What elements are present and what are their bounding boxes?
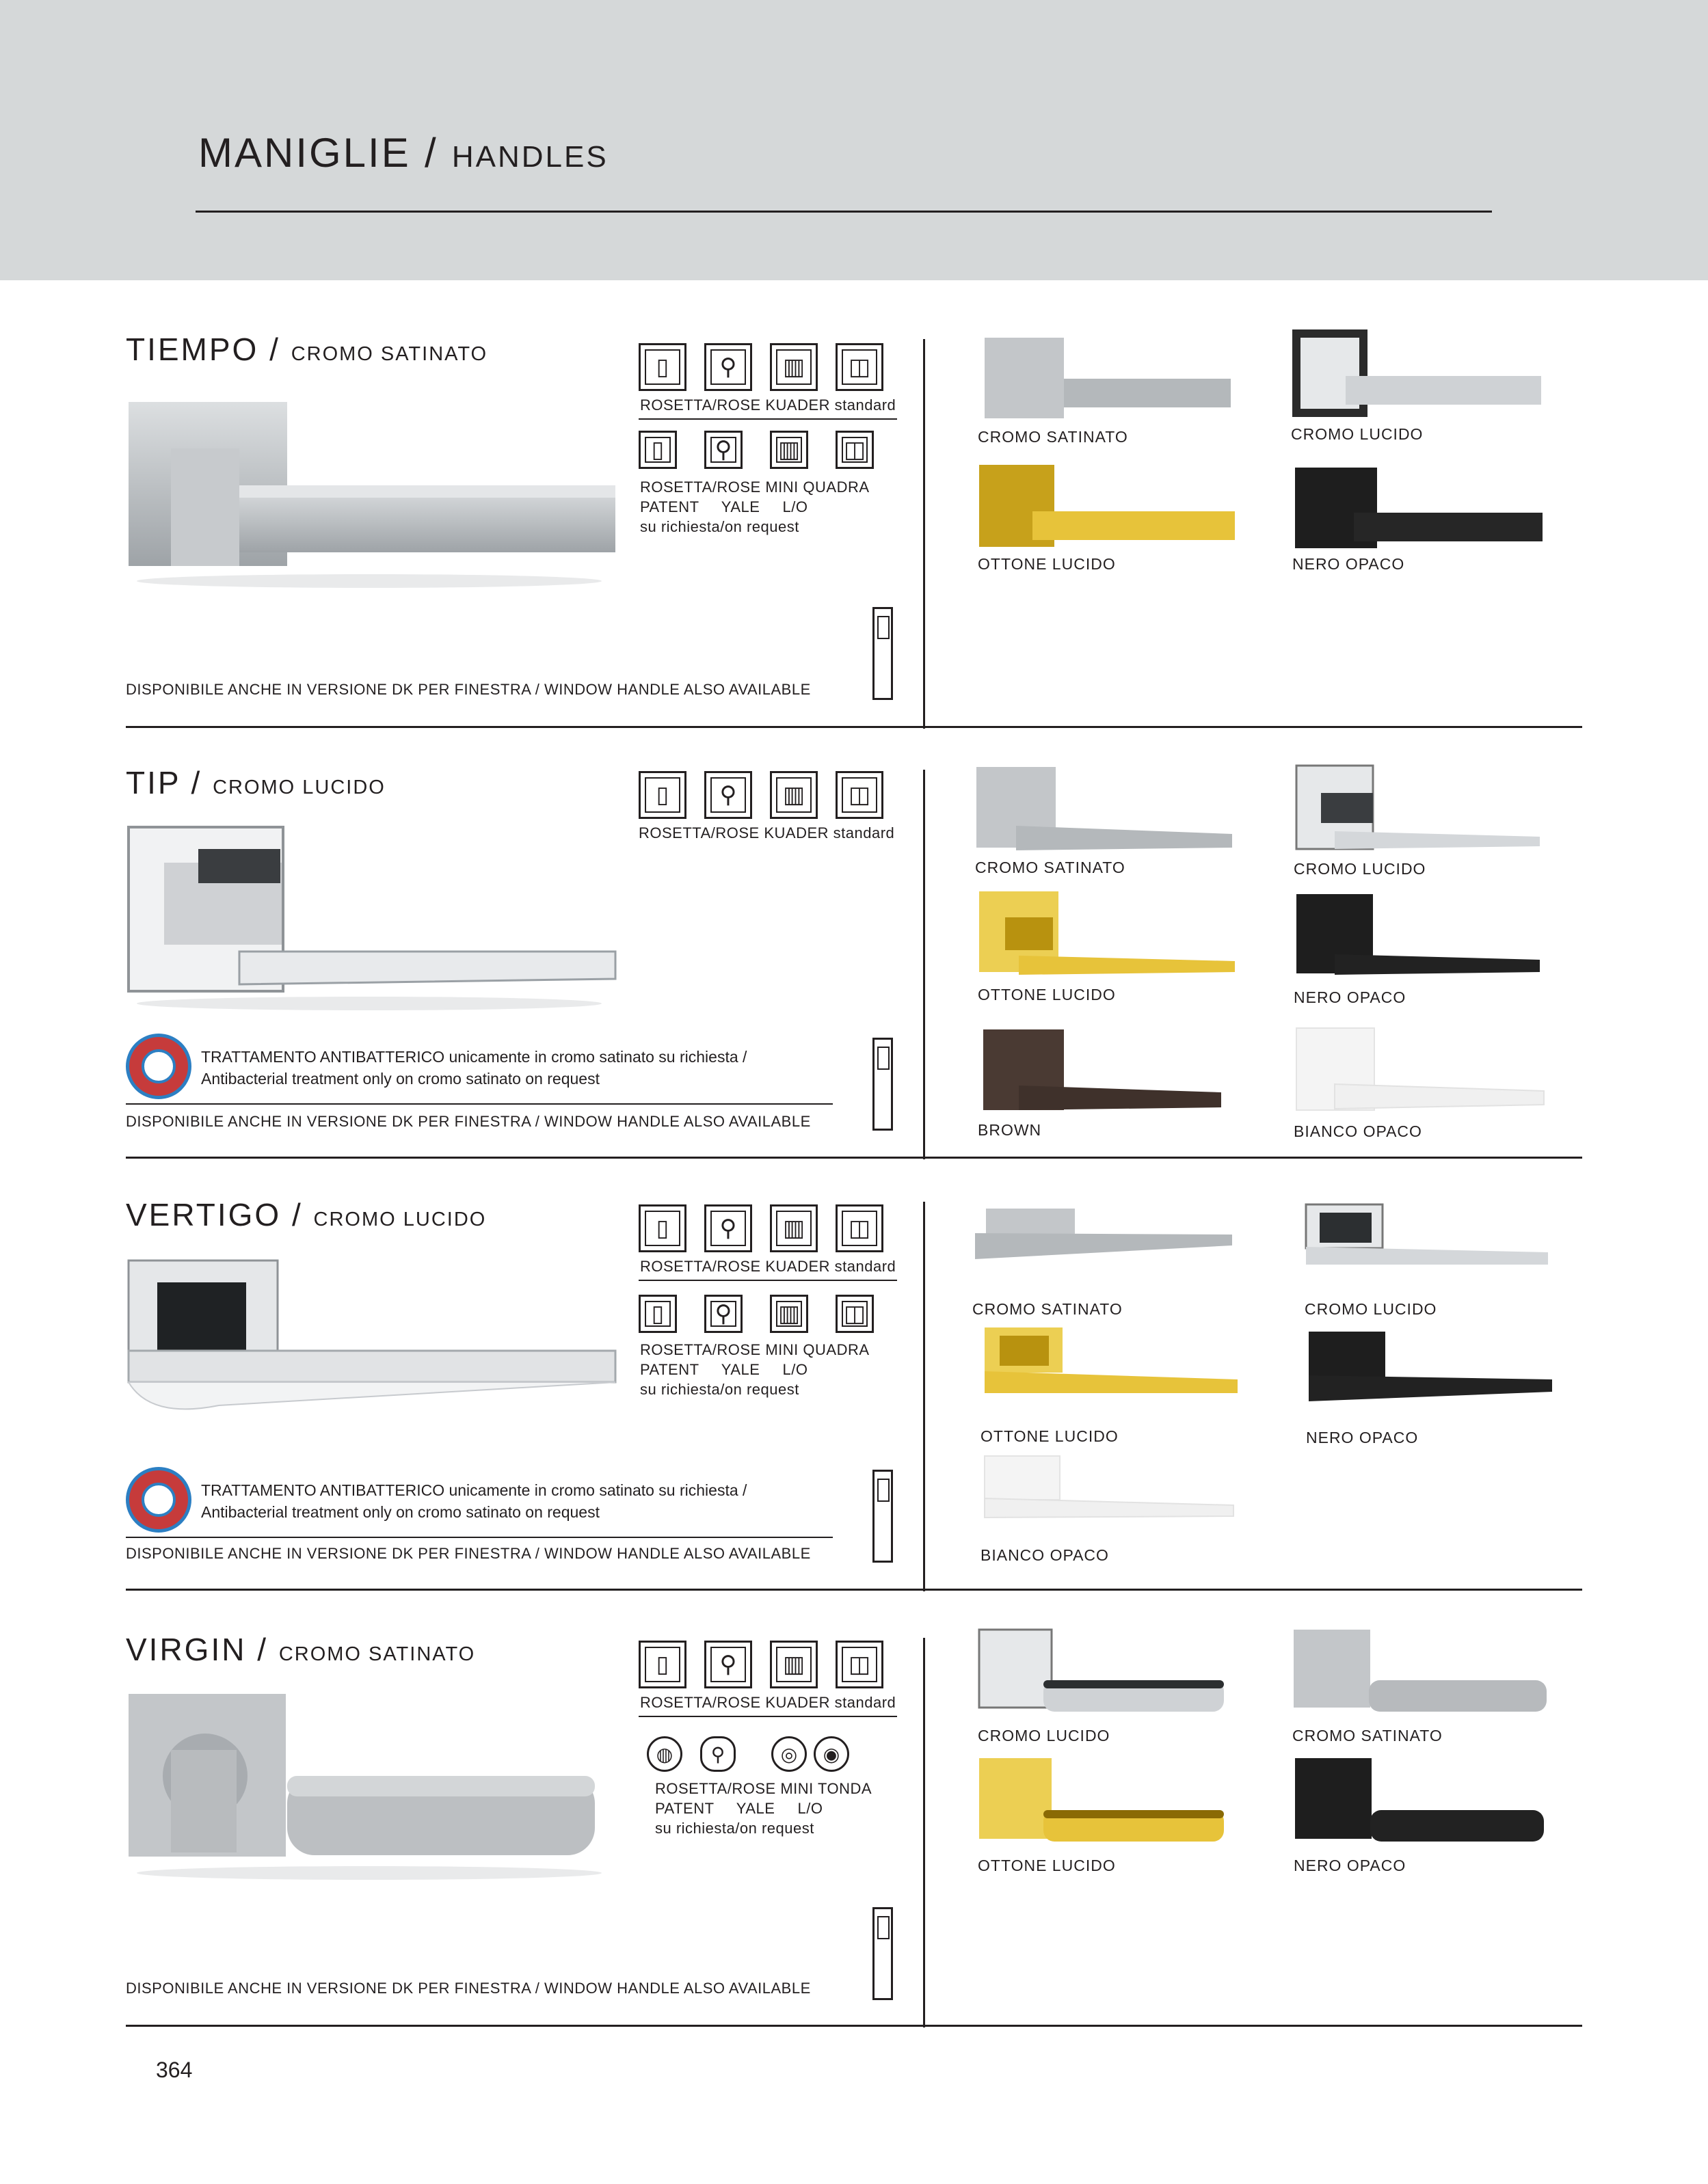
- antibacterial-line2: Antibacterial treatment only on cromo satinato on request: [201, 1503, 600, 1521]
- wc-round-icon: ◎: [771, 1736, 807, 1772]
- finish-label: CROMO SATINATO: [978, 428, 1128, 446]
- product-photo-vertigo: [123, 1255, 622, 1453]
- section-divider: [126, 2025, 1582, 2027]
- finish-label: NERO OPACO: [1294, 1857, 1406, 1874]
- finish-brown: [978, 1028, 1265, 1139]
- finish-swatch: [1292, 1628, 1552, 1717]
- finish-swatch: [1294, 1757, 1553, 1846]
- vertical-divider: [923, 1638, 925, 2027]
- title-separator: /: [257, 1632, 279, 1667]
- antibacterial-line2: Antibacterial treatment only on cromo satinato on request: [201, 1070, 600, 1088]
- yale-mini-icon: ⚲: [704, 431, 743, 469]
- product-name: TIP: [126, 765, 181, 800]
- product-photo-tiempo: [123, 396, 622, 595]
- finish-bianco-opaco: [980, 1455, 1268, 1564]
- antibacterial-line1: TRATTAMENTO ANTIBATTERICO unicamente in cromo satinato su richiesta /: [201, 1481, 747, 1499]
- yale-round-icon: ⚲: [700, 1736, 736, 1772]
- finish-ottone-lucido: [978, 890, 1265, 1003]
- product-finish: CROMO LUCIDO: [213, 777, 386, 798]
- lo-mini-icon: ◫: [836, 431, 874, 469]
- product-photo-virgin: [123, 1688, 622, 1887]
- lo-rose-icon: ◫: [836, 771, 883, 819]
- wc-mini-icon: ▥: [770, 1295, 808, 1333]
- rose-underline: [639, 418, 897, 420]
- rose-mini-label: [640, 477, 870, 537]
- finish-cromo-satinato: [1292, 1628, 1579, 1744]
- product-name: VERTIGO: [126, 1197, 282, 1232]
- yale-rose-icon: ⚲: [704, 1641, 752, 1688]
- finish-bianco-opaco: [1294, 1027, 1581, 1140]
- finish-swatch: [1294, 1027, 1553, 1116]
- yale-rose-icon: ⚲: [704, 1204, 752, 1252]
- title-separator: /: [291, 1197, 314, 1232]
- finish-swatch: [978, 462, 1238, 551]
- window-handle-icon: [872, 1038, 893, 1131]
- page-title-main: MANIGLIE: [198, 130, 411, 176]
- finish-label: CROMO SATINATO: [972, 1300, 1123, 1318]
- finish-label: BIANCO OPACO: [980, 1546, 1109, 1564]
- finish-swatch: [978, 1028, 1238, 1117]
- rose-standard-label: ROSETTA/ROSE KUADER standard: [640, 396, 896, 414]
- antibacterial-note: [201, 1046, 747, 1090]
- rose-mini-quadra: ROSETTA/ROSE MINI QUADRA: [640, 1341, 870, 1358]
- patent-mini-icon: ▯: [639, 431, 677, 469]
- patent-rose-icon: ▯: [639, 1204, 686, 1252]
- section-divider: [126, 726, 1582, 728]
- on-request: su richiesta/on request: [640, 518, 799, 535]
- section-title: [126, 1196, 486, 1233]
- rose-icons-standard: [639, 1641, 883, 1688]
- wc-rose-icon: ▥: [770, 1641, 818, 1688]
- finish-swatch: [1291, 328, 1551, 417]
- lo-round-icon: ◉: [814, 1736, 849, 1772]
- yale-rose-icon: ⚲: [704, 343, 752, 391]
- on-request: su richiesta/on request: [655, 1820, 814, 1837]
- patent-line: PATENT YALE L/O: [640, 498, 808, 515]
- wc-rose-icon: ▥: [770, 771, 818, 819]
- finish-label: BIANCO OPACO: [1294, 1122, 1422, 1140]
- patent-rose-icon: ▯: [639, 1641, 686, 1688]
- section-title: [126, 1631, 475, 1668]
- rose-standard-label: ROSETTA/ROSE KUADER standard: [640, 1694, 896, 1711]
- finish-label: CROMO LUCIDO: [1305, 1300, 1437, 1318]
- finish-cromo-satinato: [972, 1206, 1259, 1318]
- patent-line: PATENT YALE L/O: [640, 1361, 808, 1378]
- patent-rose-icon: ▯: [639, 343, 686, 391]
- finish-cromo-lucido: [978, 1628, 1265, 1744]
- finish-cromo-lucido: [1291, 328, 1578, 443]
- antibacterial-badge-icon: [126, 1467, 191, 1533]
- product-name: VIRGIN: [126, 1632, 247, 1667]
- window-handle-icon: [872, 1907, 893, 2000]
- header-rule: [196, 211, 1492, 213]
- vertical-divider: [923, 1202, 925, 1591]
- rose-mini-quadra: ROSETTA/ROSE MINI QUADRA: [640, 478, 870, 496]
- finish-swatch: [1294, 893, 1553, 982]
- dk-note: DISPONIBILE ANCHE IN VERSIONE DK PER FINESTRA / WINDOW HANDLE ALSO AVAILABLE: [126, 1545, 811, 1562]
- rose-standard-label: ROSETTA/ROSE KUADER standard: [639, 824, 895, 841]
- lo-rose-icon: ◫: [836, 343, 883, 391]
- note-underline: [126, 1103, 833, 1105]
- finish-label: OTTONE LUCIDO: [978, 1857, 1116, 1874]
- finish-label: OTTONE LUCIDO: [978, 555, 1116, 573]
- wc-rose-icon: ▥: [770, 1204, 818, 1252]
- finish-ottone-lucido: [978, 1757, 1265, 1874]
- finish-label: CROMO SATINATO: [1292, 1727, 1443, 1744]
- patent-line: PATENT YALE L/O: [655, 1800, 823, 1817]
- patent-round-icon: ◍: [647, 1736, 682, 1772]
- finish-cromo-lucido: [1305, 1203, 1592, 1318]
- vertical-divider: [923, 770, 925, 1159]
- product-finish: CROMO SATINATO: [291, 343, 488, 365]
- rose-icons-standard: [639, 1204, 883, 1252]
- finish-swatch: [978, 890, 1238, 979]
- finish-swatch: [978, 335, 1238, 424]
- antibacterial-badge-icon: [126, 1034, 191, 1099]
- rose-mini-label: [640, 1340, 870, 1399]
- finish-swatch: [975, 766, 1235, 854]
- wc-mini-icon: ▥: [770, 431, 808, 469]
- dk-note: DISPONIBILE ANCHE IN VERSIONE DK PER FINESTRA / WINDOW HANDLE ALSO AVAILABLE: [126, 681, 811, 698]
- finish-swatch: [978, 1628, 1238, 1717]
- yale-rose-icon: ⚲: [704, 771, 752, 819]
- section-title: [126, 764, 386, 801]
- finish-swatch: [1306, 1330, 1566, 1419]
- finish-label: CROMO LUCIDO: [1291, 425, 1424, 443]
- vertical-divider: [923, 339, 925, 729]
- finish-label: BROWN: [978, 1121, 1042, 1139]
- finish-swatch: [1294, 764, 1553, 853]
- finish-swatch: [1305, 1203, 1564, 1292]
- finish-nero-opaco: [1292, 465, 1579, 573]
- product-photo-tip: [123, 822, 622, 1020]
- rose-icons-standard: [639, 771, 883, 819]
- product-finish: CROMO SATINATO: [278, 1643, 476, 1665]
- wc-rose-icon: ▥: [770, 343, 818, 391]
- page-header: [0, 0, 1708, 280]
- finish-swatch: [1292, 465, 1552, 554]
- product-finish: CROMO LUCIDO: [313, 1209, 487, 1230]
- rose-underline: [639, 1280, 897, 1281]
- section-divider: [126, 1589, 1582, 1591]
- finish-label: NERO OPACO: [1306, 1429, 1419, 1446]
- antibacterial-line1: TRATTAMENTO ANTIBATTERICO unicamente in cromo satinato su richiesta /: [201, 1048, 747, 1066]
- window-handle-icon: [872, 1470, 893, 1563]
- finish-ottone-lucido: [978, 462, 1265, 573]
- rose-icons-mini-round: [647, 1736, 849, 1772]
- finish-label: NERO OPACO: [1292, 555, 1405, 573]
- window-handle-icon: [872, 607, 893, 700]
- patent-rose-icon: ▯: [639, 771, 686, 819]
- page-title: [198, 129, 609, 177]
- yale-mini-icon: ⚲: [704, 1295, 743, 1333]
- finish-cromo-satinato: [975, 766, 1262, 876]
- page-title-sub: HANDLES: [451, 140, 609, 174]
- finish-cromo-lucido: [1294, 764, 1581, 878]
- rose-mini-label: [655, 1779, 872, 1838]
- finish-label: OTTONE LUCIDO: [978, 986, 1116, 1003]
- note-underline: [126, 1537, 833, 1538]
- rose-standard-label: ROSETTA/ROSE KUADER standard: [640, 1258, 896, 1275]
- rose-mini-tonda: ROSETTA/ROSE MINI TONDA: [655, 1780, 872, 1797]
- page-title-separator: /: [424, 130, 438, 176]
- finish-swatch: [978, 1757, 1238, 1846]
- finish-label: CROMO SATINATO: [975, 859, 1125, 876]
- finish-label: NERO OPACO: [1294, 988, 1406, 1006]
- title-separator: /: [191, 765, 213, 800]
- lo-rose-icon: ◫: [836, 1641, 883, 1688]
- product-name: TIEMPO: [126, 332, 259, 367]
- finish-nero-opaco: [1294, 1757, 1581, 1874]
- finish-cromo-satinato: [978, 335, 1265, 446]
- lo-mini-icon: ◫: [836, 1295, 874, 1333]
- patent-mini-icon: ▯: [639, 1295, 677, 1333]
- dk-note: DISPONIBILE ANCHE IN VERSIONE DK PER FINESTRA / WINDOW HANDLE ALSO AVAILABLE: [126, 1113, 811, 1130]
- finish-nero-opaco: [1294, 893, 1581, 1006]
- finish-swatch: [980, 1326, 1240, 1415]
- finish-swatch: [980, 1455, 1240, 1543]
- page-number: 364: [156, 2058, 193, 2082]
- rose-underline: [639, 1716, 897, 1717]
- finish-label: CROMO LUCIDO: [1294, 860, 1426, 878]
- rose-icons-standard: [639, 343, 883, 391]
- lo-rose-icon: ◫: [836, 1204, 883, 1252]
- section-title: [126, 331, 488, 368]
- on-request: su richiesta/on request: [640, 1381, 799, 1398]
- finish-label: OTTONE LUCIDO: [980, 1427, 1119, 1445]
- title-separator: /: [269, 332, 291, 367]
- rose-icons-mini: [639, 431, 874, 469]
- finish-ottone-lucido: [980, 1326, 1268, 1445]
- dk-note: DISPONIBILE ANCHE IN VERSIONE DK PER FINESTRA / WINDOW HANDLE ALSO AVAILABLE: [126, 1980, 811, 1997]
- finish-label: CROMO LUCIDO: [978, 1727, 1110, 1744]
- finish-swatch: [972, 1206, 1232, 1295]
- finish-nero-opaco: [1306, 1330, 1593, 1446]
- section-divider: [126, 1157, 1582, 1159]
- antibacterial-note: [201, 1479, 747, 1523]
- rose-icons-mini: [639, 1295, 874, 1333]
